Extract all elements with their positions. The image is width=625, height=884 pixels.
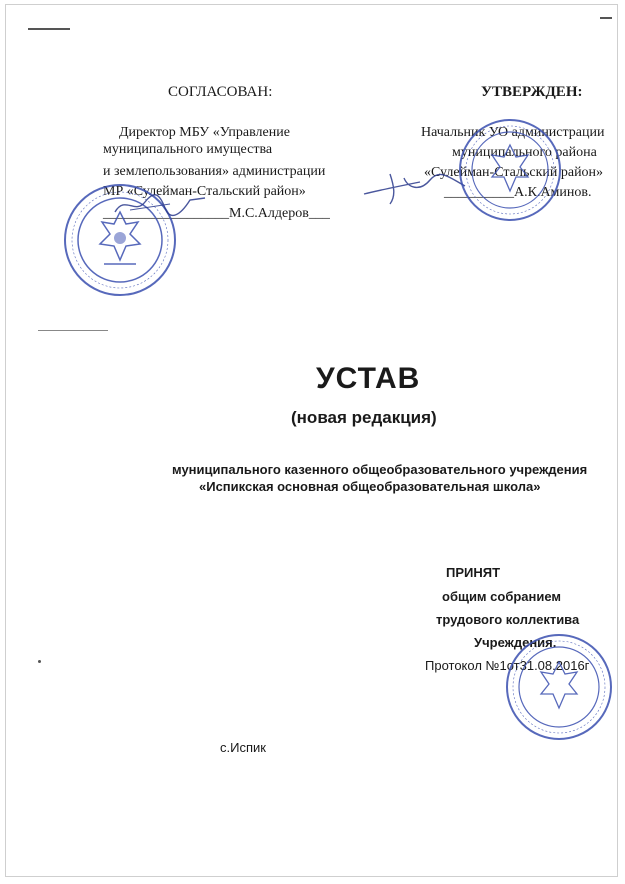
place-name: с.Испик	[220, 740, 266, 755]
signature-left	[110, 190, 210, 220]
approval-left-line1: Директор МБУ «Управление	[119, 125, 290, 140]
approval-left-line2: муниципального имущества	[103, 142, 273, 157]
scan-mark-top-right	[600, 17, 612, 19]
scan-mark-top-left	[28, 28, 70, 30]
document-title: УСТАВ	[316, 362, 421, 395]
document-subtitle: (новая редакция)	[291, 408, 437, 427]
seal-stamp-right-top	[455, 115, 565, 225]
approval-left-line4: МР «Сулейман-Стальский район»	[103, 184, 306, 199]
scan-mark-left	[38, 330, 108, 331]
approval-right-heading: УТВЕРЖДЕН:	[481, 84, 583, 100]
approval-left-signature-line: __________________М.С.Алдеров___	[103, 206, 330, 221]
organization-line1: муниципального казенного общеобразовательного учреждения	[172, 462, 588, 477]
approval-right-line1: Начальник УО администрации	[421, 125, 605, 140]
approval-left-heading: СОГЛАСОВАН:	[168, 84, 273, 100]
organization-line2: «Испикская основная общеобразовательная школа»	[199, 479, 541, 494]
scan-dot-left	[38, 660, 41, 663]
approval-right-line2: муниципального района	[452, 145, 597, 160]
approval-left-line3: и землепользования» администрации	[103, 164, 326, 179]
seal-stamp-right-bottom	[500, 628, 618, 746]
signature-right	[360, 168, 470, 208]
adoption-line3: трудового коллектива	[436, 612, 580, 627]
approval-right-signature-line: __________А.К.Аминов.	[444, 185, 592, 200]
approval-right-line3: «Сулейман-Стальский район»	[424, 165, 604, 180]
adoption-line4: Учреждения.	[474, 635, 557, 650]
adoption-protocol: Протокол №1от31.08.2016г	[425, 658, 590, 673]
adoption-line1: ПРИНЯТ	[446, 565, 501, 580]
adoption-line2: общим собранием	[442, 589, 562, 604]
